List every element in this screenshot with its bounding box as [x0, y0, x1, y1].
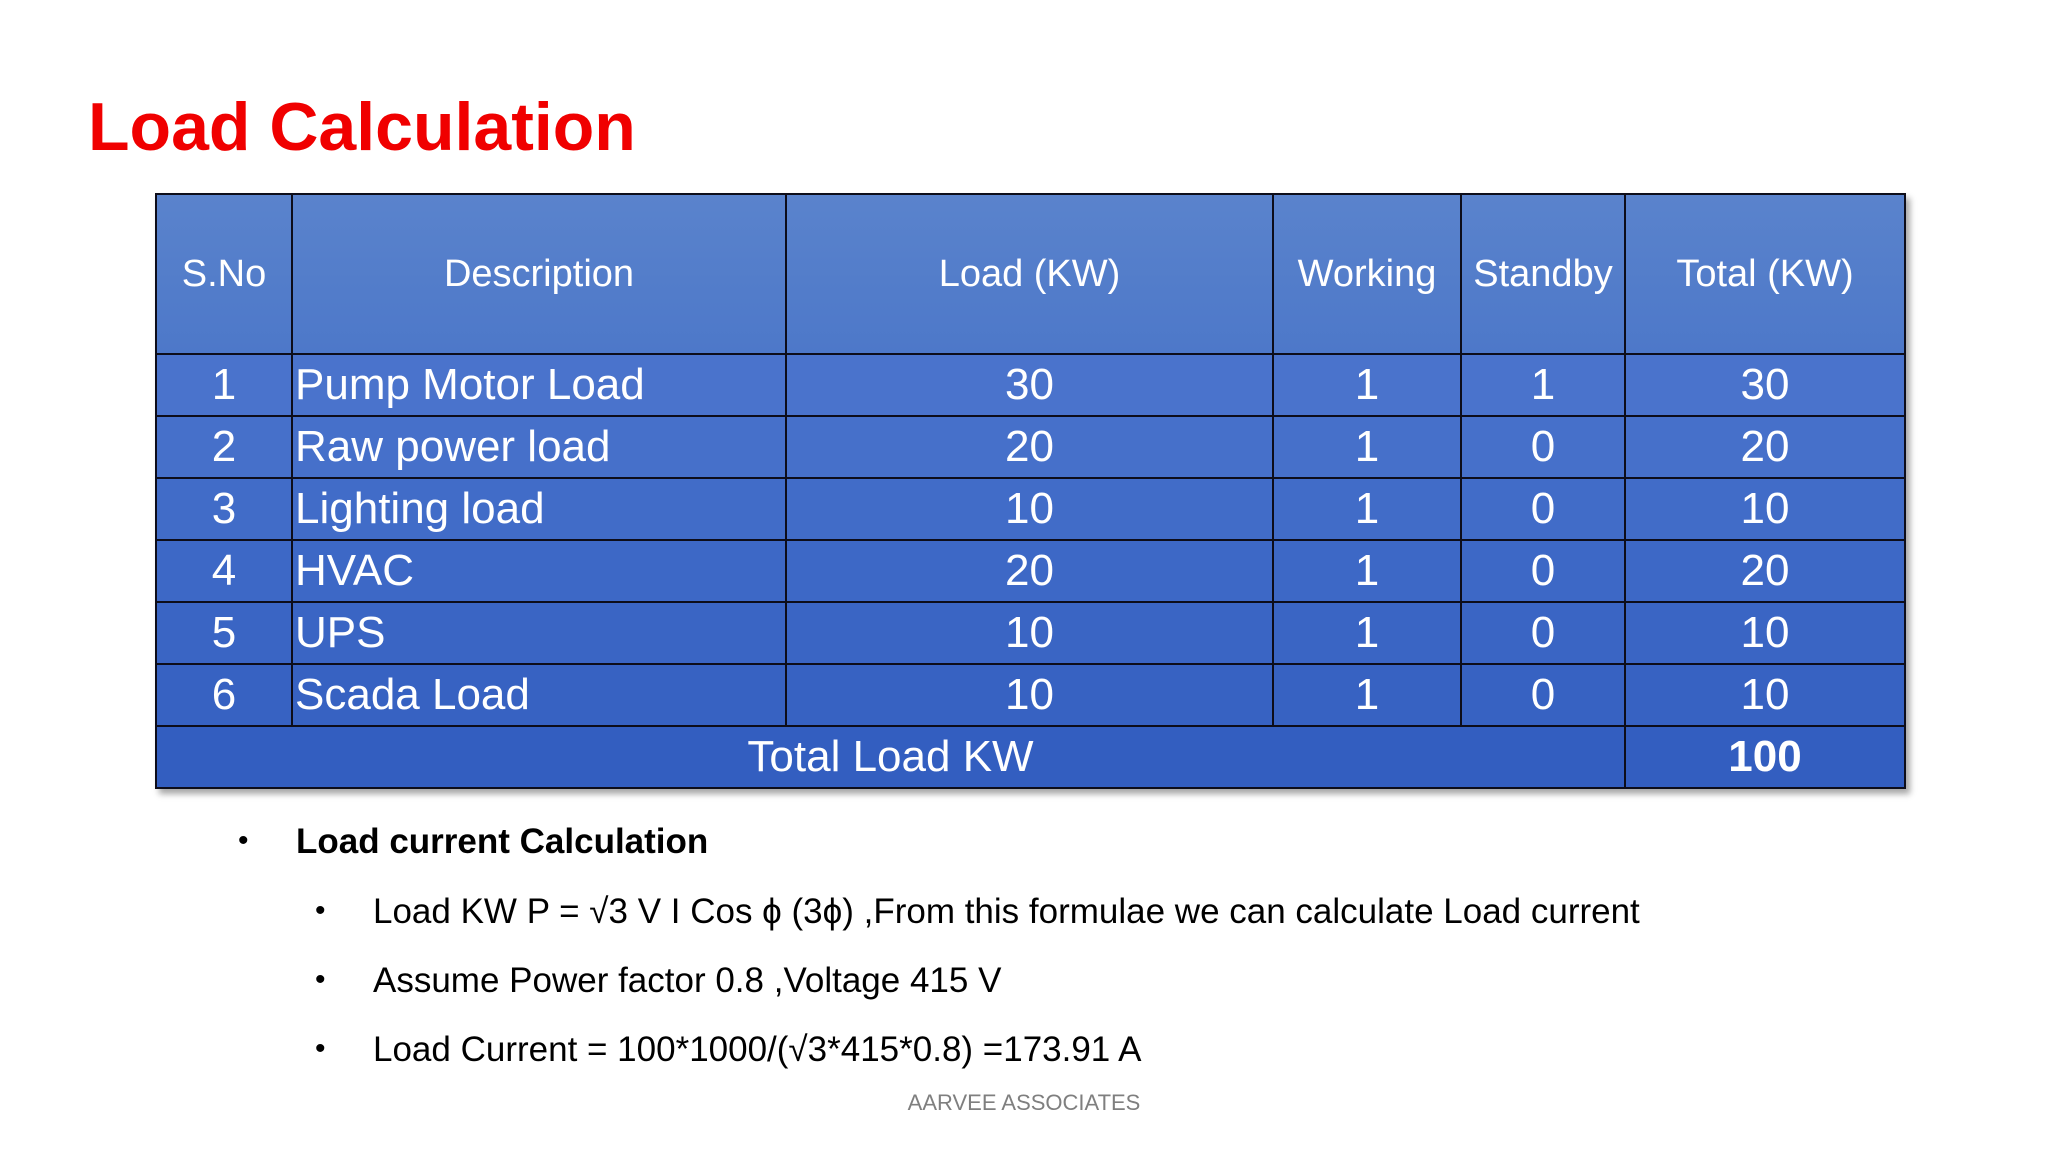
cell-load: 20 — [786, 540, 1273, 602]
table-total-row — [156, 726, 1905, 788]
notes-heading: Load current Calculation — [296, 822, 709, 861]
cell-total: 10 — [1625, 664, 1905, 726]
cell-description: Lighting load — [292, 478, 786, 540]
table-row — [156, 602, 1905, 664]
cell-load: 20 — [786, 416, 1273, 478]
cell-sno: 1 — [156, 354, 292, 416]
slide-footer: AARVEE ASSOCIATES — [907, 1090, 1141, 1115]
cell-sno: 3 — [156, 478, 292, 540]
note-item: Assume Power factor 0.8 ,Voltage 415 V — [373, 961, 1002, 1000]
table-row — [156, 416, 1905, 478]
table-row — [156, 478, 1905, 540]
cell-total: 10 — [1625, 602, 1905, 664]
bullet-icon: • — [315, 963, 326, 996]
cell-description: HVAC — [292, 540, 786, 602]
table-row — [156, 664, 1905, 726]
cell-working: 1 — [1273, 416, 1461, 478]
table-header-row — [156, 194, 1905, 354]
header-load: Load (KW) — [786, 194, 1273, 354]
note-item: Load KW P = √3 V I Cos ϕ (3ϕ) ,From this formulae we can calculate Load current — [373, 892, 1640, 931]
cell-working: 1 — [1273, 540, 1461, 602]
cell-load: 30 — [786, 354, 1273, 416]
cell-standby: 0 — [1461, 540, 1625, 602]
total-value: 100 — [1625, 726, 1905, 788]
cell-working: 1 — [1273, 354, 1461, 416]
cell-description: Scada Load — [292, 664, 786, 726]
cell-standby: 0 — [1461, 664, 1625, 726]
cell-sno: 6 — [156, 664, 292, 726]
total-label: Total Load KW — [156, 726, 1625, 788]
cell-working: 1 — [1273, 478, 1461, 540]
cell-standby: 0 — [1461, 602, 1625, 664]
load-table — [155, 193, 1906, 789]
cell-load: 10 — [786, 664, 1273, 726]
cell-working: 1 — [1273, 602, 1461, 664]
bullet-icon: • — [238, 824, 249, 857]
cell-load: 10 — [786, 602, 1273, 664]
cell-description: Pump Motor Load — [292, 354, 786, 416]
table-row — [156, 354, 1905, 416]
cell-total: 10 — [1625, 478, 1905, 540]
cell-total: 20 — [1625, 540, 1905, 602]
cell-sno: 4 — [156, 540, 292, 602]
cell-standby: 0 — [1461, 416, 1625, 478]
cell-sno: 2 — [156, 416, 292, 478]
cell-standby: 1 — [1461, 354, 1625, 416]
note-item: Load Current = 100*1000/(√3*415*0.8) =173.91 A — [373, 1030, 1142, 1069]
bullet-icon: • — [315, 1032, 326, 1065]
cell-load: 10 — [786, 478, 1273, 540]
header-total: Total (KW) — [1625, 194, 1905, 354]
cell-working: 1 — [1273, 664, 1461, 726]
header-sno: S.No — [156, 194, 292, 354]
cell-total: 20 — [1625, 416, 1905, 478]
cell-sno: 5 — [156, 602, 292, 664]
header-standby: Standby — [1461, 194, 1625, 354]
header-description: Description — [292, 194, 786, 354]
cell-description: UPS — [292, 602, 786, 664]
cell-standby: 0 — [1461, 478, 1625, 540]
cell-total: 30 — [1625, 354, 1905, 416]
header-working: Working — [1273, 194, 1461, 354]
cell-description: Raw power load — [292, 416, 786, 478]
table-row — [156, 540, 1905, 602]
bullet-icon: • — [315, 894, 326, 927]
slide-title: Load Calculation — [88, 89, 636, 165]
